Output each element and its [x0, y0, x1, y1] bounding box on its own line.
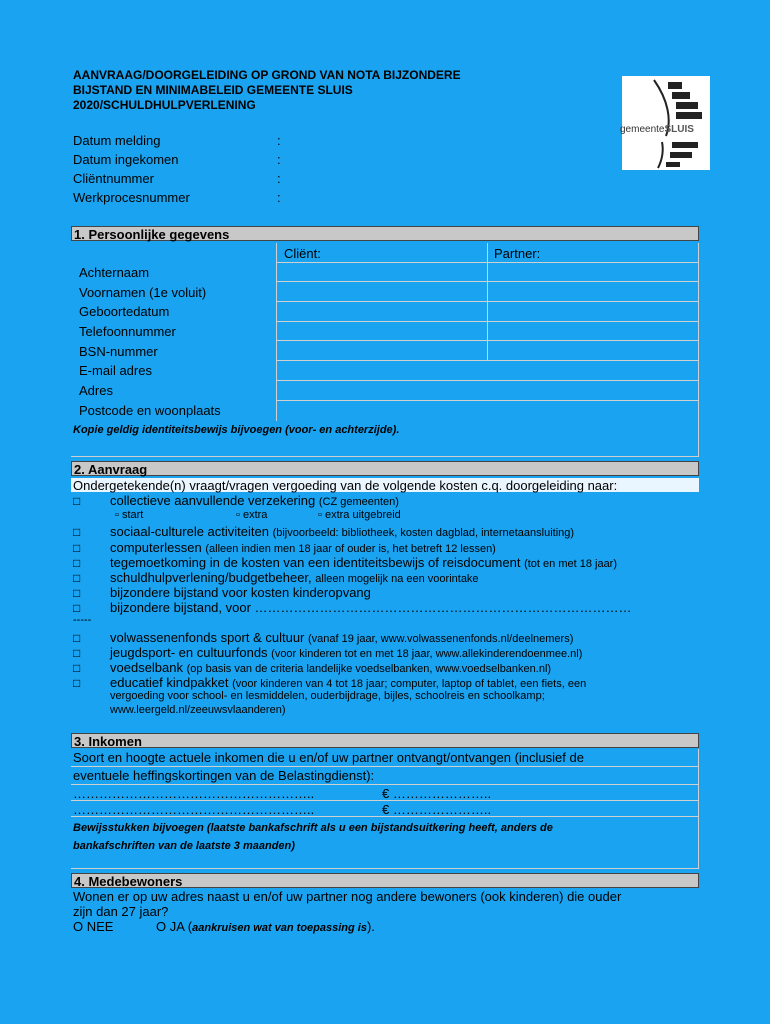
item-label: schuldhulpverlening/budgetbeheer, — [110, 570, 316, 585]
item-kindpakket — [110, 675, 586, 690]
grid-line — [276, 400, 698, 401]
item-identiteitsbewijs — [110, 555, 617, 570]
item-note: (voor kinderen van 4 tot 18 jaar; computer, laptop of tablet, een fiets, een — [232, 678, 587, 690]
item-label: sociaal-culturele activiteiten — [110, 524, 273, 539]
medebewoners-text-1: Wonen er op uw adres naast u en/of uw partner nog andere bewoners (ook kinderen) die ouder — [73, 889, 622, 904]
checkbox[interactable]: □ — [73, 571, 81, 585]
grid-line — [276, 321, 698, 322]
item-label: jeugdsport- en cultuurfonds — [110, 645, 272, 660]
item-volwassenenfonds — [110, 630, 573, 645]
sub-option-label: extra — [242, 509, 268, 521]
item-label: bijzondere bijstand, voor …………………………………………………………………………… — [110, 600, 632, 615]
grid-line — [276, 301, 698, 302]
income-note-2: bankafschriften van de laatste 3 maanden) — [73, 840, 295, 852]
id-note: Kopie geldig identiteitsbewijs bijvoegen (voor- en achterzijde). — [73, 424, 400, 436]
meta-clientnummer: Cliëntnummer — [73, 171, 154, 186]
section2-heading: 2. Aanvraag — [71, 461, 699, 476]
item-note: (op basis van de criteria landelijke voedselbanken, www.voedselbanken.nl) — [186, 663, 552, 675]
item-note: (voor kinderen tot en met 18 jaar, www.allekinderendoenmee.nl) — [271, 648, 583, 660]
separator: ----- — [73, 614, 92, 626]
item-collectieve-verzekering — [110, 493, 399, 508]
gemeente-sluis-logo — [622, 76, 710, 170]
option-nee[interactable]: O NEE — [73, 919, 114, 934]
meta-colon: : — [277, 190, 281, 205]
item-computerlessen — [110, 540, 496, 555]
income-line-2-amount[interactable]: € ………………….. — [382, 802, 492, 817]
item-label: educatief kindpakket — [110, 675, 233, 690]
checkbox[interactable]: □ — [73, 601, 81, 615]
logo-text-gemeente: gemeente — [620, 124, 665, 135]
meta-datum-melding: Datum melding — [73, 133, 161, 148]
item-label: bijzondere bijstand voor kosten kinderopvang — [110, 585, 371, 600]
meta-colon: : — [277, 171, 281, 186]
item-bijzondere-bijstand — [110, 600, 632, 615]
option-ja-label: O JA ( — [156, 919, 193, 934]
meta-colon: : — [277, 152, 281, 167]
item-label: voedselbank — [110, 660, 187, 675]
sub-option-extra — [236, 509, 267, 521]
item-note: (CZ gemeenten) — [318, 496, 399, 508]
meta-werkprocesnummer: Werkprocesnummer — [73, 190, 190, 205]
income-text-2: eventuele heffingskortingen van de Belastingdienst): — [73, 768, 375, 783]
item-note: alleen mogelijk na een voorintake — [315, 573, 479, 585]
column-client: Cliënt: — [284, 246, 321, 261]
grid-line — [276, 380, 698, 381]
sub-checkbox[interactable]: ▫ — [236, 509, 240, 521]
item-jeugdfonds — [110, 645, 582, 660]
meta-colon: : — [277, 133, 281, 148]
grid-line — [71, 766, 698, 767]
grid-line — [276, 281, 698, 282]
grid-line — [276, 360, 698, 361]
logo-text — [620, 124, 694, 135]
grid-line — [698, 243, 699, 421]
option-ja[interactable] — [156, 919, 375, 934]
column-partner: Partner: — [494, 246, 541, 261]
income-text-1: Soort en hoogte actuele inkomen die u en/of uw partner ontvangt/ontvangen (inclusief de — [73, 750, 584, 765]
sub-option-label: start — [121, 509, 144, 521]
checkbox[interactable]: □ — [73, 646, 81, 660]
item-label: tegemoetkoming in de kosten van een identiteitsbewijs of reisdocument — [110, 555, 525, 570]
option-ja-instruction: aankruisen wat van toepassing is — [192, 922, 367, 934]
title-line-2: BIJSTAND EN MINIMABELEID GEMEENTE SLUIS — [73, 83, 353, 97]
row-telefoonnummer: Telefoonnummer — [79, 324, 176, 339]
grid-line — [71, 784, 698, 785]
checkbox[interactable]: □ — [73, 541, 81, 555]
item-kinderopvang — [110, 585, 371, 600]
option-ja-suffix: ). — [366, 919, 375, 934]
item-schuldhulpverlening — [110, 570, 479, 585]
sub-option-extra-uitgebreid — [318, 509, 401, 521]
income-line-2-description[interactable]: ……………………………………………….. — [73, 802, 315, 817]
sub-checkbox[interactable]: ▫ — [115, 509, 119, 521]
item-note: (bijvoorbeeld: bibliotheek, kosten dagblad, internetaansluiting) — [272, 527, 575, 539]
row-bsn-nummer: BSN-nummer — [79, 344, 158, 359]
kindpakket-cont-2: www.leergeld.nl/zeeuwsvlaanderen) — [110, 704, 286, 716]
checkbox[interactable]: □ — [73, 525, 81, 539]
checkbox[interactable]: □ — [73, 661, 81, 675]
item-voedselbank — [110, 660, 551, 675]
item-note: (alleen indien men 18 jaar of ouder is, het betreft 12 lessen) — [205, 543, 496, 555]
sub-option-start — [115, 509, 143, 521]
meta-datum-ingekomen: Datum ingekomen — [73, 152, 179, 167]
row-achternaam: Achternaam — [79, 265, 150, 280]
grid-line — [276, 340, 698, 341]
row-postcode-woonplaats: Postcode en woonplaats — [79, 403, 221, 418]
item-label: computerlessen — [110, 540, 206, 555]
income-line-1-amount[interactable]: € ………………….. — [382, 786, 492, 801]
medebewoners-text-2: zijn dan 27 jaar? — [73, 904, 169, 919]
income-note-1: Bewijsstukken bijvoegen (laatste bankafschrift als u een bijstandsuitkering heeft, anders de — [73, 822, 553, 834]
logo-graphic — [622, 76, 710, 170]
title-line-1: AANVRAAG/DOORGELEIDING OP GROND VAN NOTA BIJZONDERE — [73, 68, 461, 82]
form-title — [73, 68, 461, 113]
item-sociaal-cultureel — [110, 524, 574, 539]
item-label: volwassenenfonds sport & cultuur — [110, 630, 308, 645]
grid-line — [276, 243, 277, 421]
checkbox[interactable]: □ — [73, 586, 81, 600]
section1-heading: 1. Persoonlijke gegevens — [71, 226, 699, 241]
section4-heading: 4. Medebewoners — [71, 873, 699, 888]
sub-checkbox[interactable]: ▫ — [318, 509, 322, 521]
title-line-3: 2020/SCHULDHULPVERLENING — [73, 98, 256, 112]
item-note: (tot en met 18 jaar) — [524, 558, 618, 570]
grid-line — [276, 262, 698, 263]
aanvraag-intro: Ondergetekende(n) vraagt/vragen vergoeding van de volgende kosten c.q. doorgeleiding naar: — [73, 478, 618, 493]
kindpakket-cont-1: vergoeding voor school- en lesmiddelen, ouderbijdrage, bijles, schoolreis en schoolkamp; — [110, 690, 545, 702]
logo-text-sluis: SLUIS — [664, 124, 694, 135]
row-voornamen: Voornamen (1e voluit) — [79, 285, 207, 300]
section3-heading: 3. Inkomen — [71, 733, 699, 748]
sub-option-label: extra uitgebreid — [324, 509, 401, 521]
row-geboortedatum: Geboortedatum — [79, 304, 170, 319]
income-line-1-description[interactable]: ……………………………………………….. — [73, 786, 315, 801]
item-label: collectieve aanvullende verzekering — [110, 493, 319, 508]
row-adres: Adres — [79, 383, 113, 398]
checkbox[interactable]: □ — [73, 556, 81, 570]
row-email: E-mail adres — [79, 363, 152, 378]
item-note: (vanaf 19 jaar, www.volwassenenfonds.nl/deelnemers) — [308, 633, 574, 645]
checkbox[interactable]: □ — [73, 676, 81, 690]
checkbox[interactable]: □ — [73, 494, 81, 508]
checkbox[interactable]: □ — [73, 631, 81, 645]
